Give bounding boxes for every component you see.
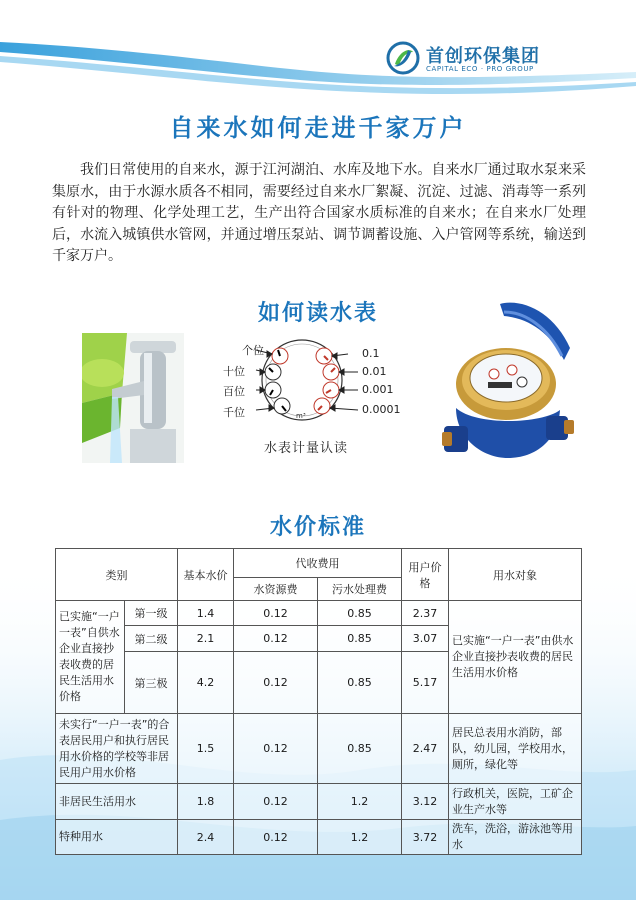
dial-label-hundreds: 百位 (223, 385, 245, 398)
base-price: 2.1 (178, 626, 234, 652)
dial-label-ones: 个位 (242, 344, 264, 357)
intro-text: 我们日常使用的自来水，源于江河湖泊、水库及地下水。自来水厂通过取水泵来采集原水，由于水源水质各不相同，需要经过自来水厂絮凝、沉淀、过滤、消毒等一系列有针对的物理、化学处理工艺，生产出符合国家水质标准的自来水；在自来水厂处理后，水流入城镇供水管网，并通过增压泵站、调节调蓄设施、入户管网等系统，输送到千家万户。 (52, 162, 586, 264)
table-row (56, 820, 582, 855)
base-price: 1.5 (178, 714, 234, 784)
dial-label-0-0001: 0.0001 (362, 403, 401, 416)
user-price: 3.12 (402, 784, 449, 820)
row-usage: 行政机关，医院，工矿企业生产水等 (449, 784, 582, 820)
group1-usage: 已实施“一户一表”由供水企业直接抄表收费的居民生活用水价格 (449, 601, 582, 714)
dial-label-tens: 十位 (223, 365, 245, 378)
company-logo (386, 40, 586, 78)
resource-fee: 0.12 (234, 784, 318, 820)
group1-label: 已实施“一户一表”自供水企业直接抄表收费的居民生活用水价格 (56, 601, 125, 714)
user-price: 2.37 (402, 601, 449, 626)
intro-paragraph (52, 160, 586, 268)
sewage-fee: 0.85 (318, 626, 402, 652)
water-meter-image (442, 298, 576, 470)
dial-label-0-01: 0.01 (362, 365, 387, 378)
base-price: 1.4 (178, 601, 234, 626)
logo-mark-icon (386, 40, 420, 76)
dial-label-thousands: 千位 (223, 406, 245, 419)
header-base-price: 基本水价 (178, 549, 234, 601)
user-price: 3.72 (402, 820, 449, 855)
sewage-fee: 1.2 (318, 820, 402, 855)
faucet-image (82, 333, 184, 463)
dial-label-0-001: 0.001 (362, 383, 394, 396)
base-price: 2.4 (178, 820, 234, 855)
resource-fee: 0.12 (234, 652, 318, 714)
row-category: 特种用水 (56, 820, 178, 855)
resource-fee: 0.12 (234, 714, 318, 784)
dial-unit: m³ (296, 412, 306, 420)
sewage-fee: 0.85 (318, 714, 402, 784)
base-price: 1.8 (178, 784, 234, 820)
header-collected-fees: 代收费用 (234, 549, 402, 578)
price-section-heading: 水价标准 (269, 515, 366, 540)
resource-fee: 0.12 (234, 820, 318, 855)
header-usage-target: 用水对象 (449, 549, 582, 601)
resource-fee: 0.12 (234, 601, 318, 626)
row-category: 未实行“一户一表”的合表居民用户和执行居民用水价格的学校等非居民用户用水价格 (56, 714, 178, 784)
meter-section-heading: 如何读水表 (257, 301, 378, 326)
dial-label-0-1: 0.1 (362, 347, 380, 360)
logo-name-en: CAPITAL ECO · PRO GROUP (426, 65, 534, 73)
row-category: 非居民生活用水 (56, 784, 178, 820)
resource-fee: 0.12 (234, 626, 318, 652)
header-resource-fee: 水资源费 (234, 578, 318, 601)
header-user-price: 用户价格 (402, 549, 449, 601)
page-title: 自来水如何走进千家万户 (169, 114, 467, 142)
sewage-fee: 0.85 (318, 601, 402, 626)
table-row (56, 714, 582, 784)
user-price: 2.47 (402, 714, 449, 784)
tier-label: 第二级 (125, 626, 178, 652)
row-usage: 居民总表用水消防，部队，幼儿园，学校用水，厕所，绿化等 (449, 714, 582, 784)
row-usage: 洗车，洗浴，游泳池等用水 (449, 820, 582, 855)
logo-name-cn: 首创环保集团 (426, 46, 540, 67)
tier-label: 第一级 (125, 601, 178, 626)
header-category: 类别 (56, 549, 178, 601)
user-price: 5.17 (402, 652, 449, 714)
table-row (56, 601, 582, 626)
base-price: 4.2 (178, 652, 234, 714)
sewage-fee: 1.2 (318, 784, 402, 820)
water-price-table (55, 548, 582, 855)
header-sewage-fee: 污水处理费 (318, 578, 402, 601)
user-price: 3.07 (402, 626, 449, 652)
table-row (56, 784, 582, 820)
dial-caption: 水表计量认读 (264, 441, 349, 456)
sewage-fee: 0.85 (318, 652, 402, 714)
tier-label: 第三极 (125, 652, 178, 714)
